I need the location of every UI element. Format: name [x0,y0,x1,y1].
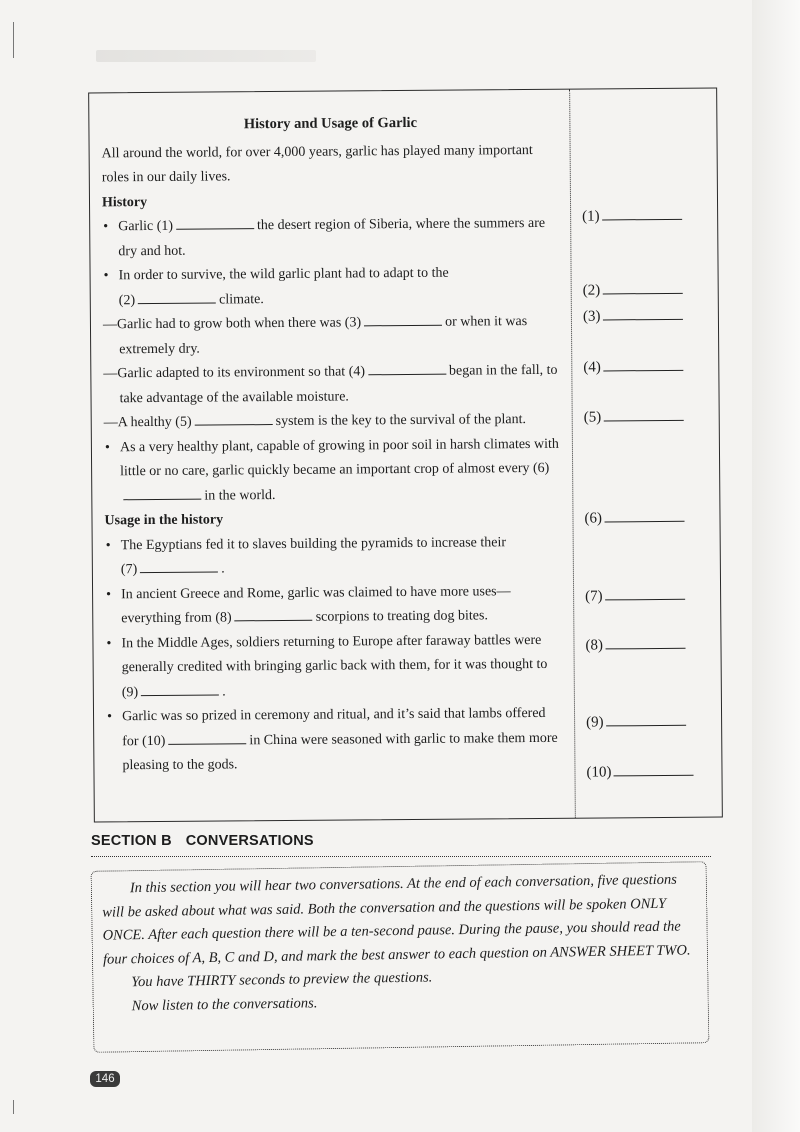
bullet-icon: • [106,635,112,651]
bullet-icon: • [103,219,109,235]
blank-6[interactable] [123,484,201,500]
answer-slot-3[interactable]: (3) [583,305,683,326]
margin-mark-bottom [13,1100,14,1114]
box-title: History and Usage of Garlic [243,114,418,133]
section-b-label: SECTION B [91,833,172,849]
blank-2[interactable] [138,288,216,304]
history-bullet-1: • Garlic (1) the desert region of Siberia, where the summers are dry and hot. [103,215,546,259]
history-dash-3: —A healthy (5) system is the key to the survival of the plant. [104,408,562,436]
bullet-icon: • [104,439,110,455]
usage-bullet-2: • In ancient Greece and Rome, garlic was claimed to have more uses—everything from (8) scorpions to treating dog bites. [106,583,511,627]
preview-instruction: You have THIRTY seconds to preview the questions. [131,969,433,991]
answer-slot-6[interactable]: (6) [584,507,684,528]
history-dash-1: —Garlic had to grow both when there was (3) or when it was extremely dry. [103,310,561,363]
blank-5[interactable] [195,410,273,426]
listen-instruction: Now listen to the conversations. [131,995,318,1015]
blank-4[interactable] [368,360,446,376]
history-heading: History [101,194,148,210]
column-divider [569,90,576,818]
usage-bullet-1: • The Egyptians fed it to slaves building the pyramids to increase their (7) . [105,534,507,578]
section-b-rule [91,856,711,857]
blank-1[interactable] [176,214,254,230]
instructions-paragraph: In this section you will hear two conversations. At the end of each conversation, five questions will be asked about what was said. Both the conversation and the questions will be spoken ONLY ONCE. After each question there will be a ten-second pause. During the pause, you should read the four choices of A, B, C and D, and mark the best answer to each question on ANSWER SHEET TWO. [102,871,691,968]
bullet-icon: • [103,268,109,284]
answer-slot-10[interactable]: (10) [586,761,693,782]
answer-slot-1[interactable]: (1) [582,205,682,226]
answer-slot-8[interactable]: (8) [585,634,685,655]
notes-column [101,108,564,779]
blank-8[interactable] [235,606,313,622]
page-number: 146 [90,1071,120,1087]
usage-bullet-3: • In the Middle Ages, soldiers returning to Europe after faraway battles were generally credited with bringing garlic back with them, for it was thought to (9) . [106,632,548,700]
answer-slot-2[interactable]: (2) [583,279,683,300]
answer-slot-9[interactable]: (9) [586,711,686,732]
answer-slot-7[interactable]: (7) [585,585,685,606]
history-bullet-3: • As a very healthy plant, capable of growing in poor soil in harsh climates with little or no care, garlic quickly became an important crop of almost every (6)in the world. [104,436,559,504]
bullet-icon: • [105,537,111,553]
history-dash-2: —Garlic adapted to its environment so that (4) began in the fall, to take advantage of the available moisture. [103,359,561,412]
blank-10[interactable] [168,729,246,745]
page-edge-shadow [752,0,800,1132]
answer-slot-5[interactable]: (5) [584,406,684,427]
answer-slot-4[interactable]: (4) [583,356,683,377]
blank-7[interactable] [140,557,218,573]
intro-text: All around the world, for over 4,000 years, garlic has played many important roles in our daily lives. [101,142,533,186]
answer-column [581,89,717,818]
bullet-icon: • [106,709,113,725]
blank-3[interactable] [364,311,442,327]
usage-bullet-4: • Garlic was so prized in ceremony and ritual, and it’s said that lambs offered for (10) in China were seasoned with garlic to make them more pleasing to the gods. [106,705,558,774]
blank-9[interactable] [141,680,219,696]
note-taking-box [88,88,723,823]
section-b-title: CONVERSATIONS [185,833,314,849]
instructions-box [91,861,710,1053]
usage-heading: Usage in the history [104,512,224,529]
margin-mark-top [13,22,14,58]
section-b-heading [91,833,328,849]
history-bullet-2: • In order to survive, the wild garlic plant had to adapt to the (2) climate. [103,265,449,308]
bullet-icon: • [106,586,112,602]
instructions-text [102,868,702,1019]
faded-running-header [96,50,316,62]
